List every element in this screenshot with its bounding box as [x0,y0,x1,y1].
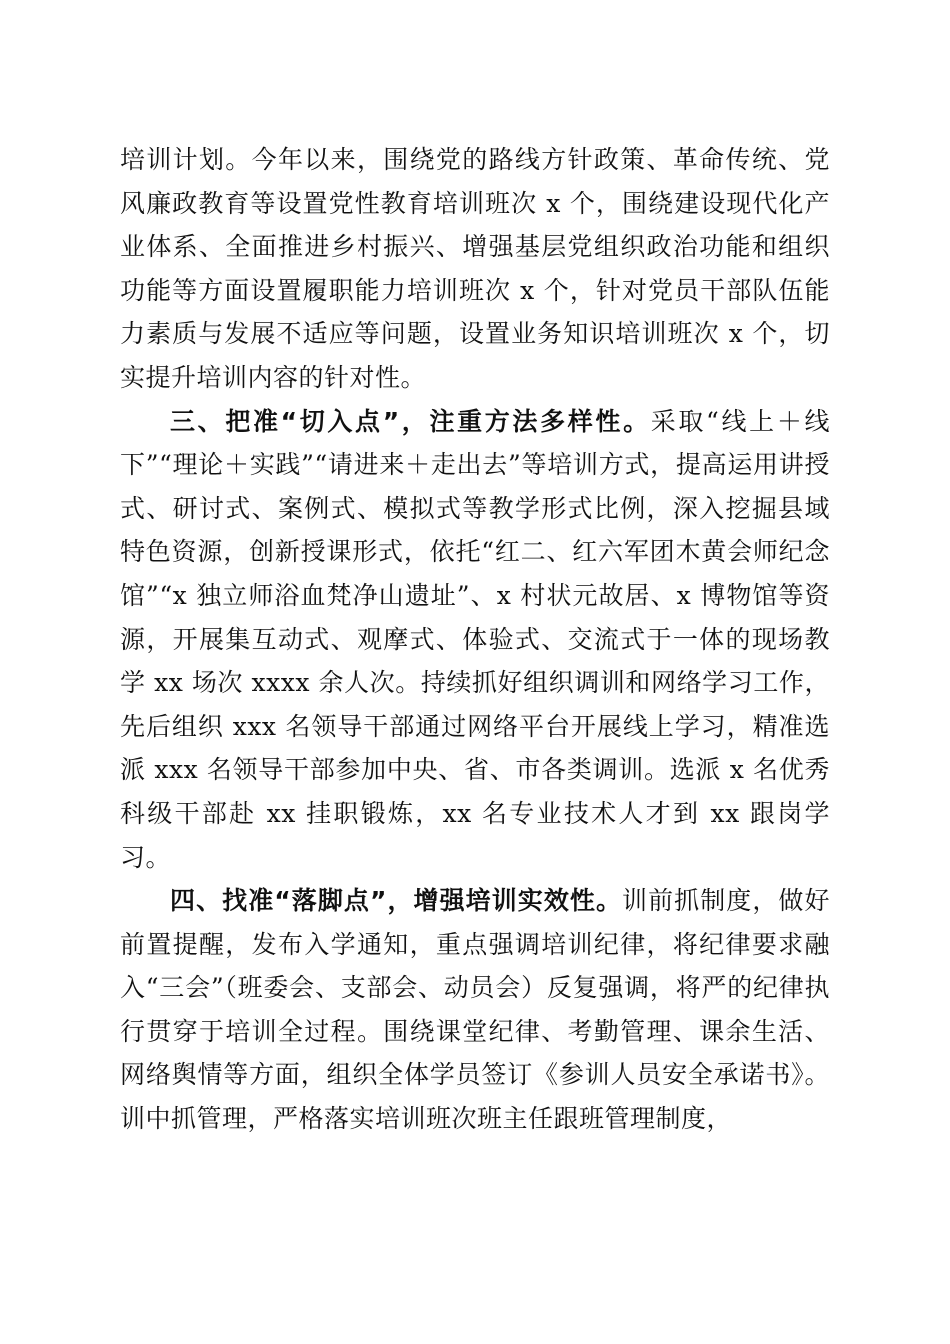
paragraph-training-plan [120,138,830,400]
paragraph-text: 培训计划。今年以来，围绕党的路线方针政策、革命传统、党风廉政教育等设置党性教育培训班次 x 个，围绕建设现代化产业体系、全面推进乡村振兴、增强基层党组织政治功能和组织功能等方面设置履职能力培训班次 x 个，针对党员干部队伍能力素质与发展不适应等问题，设置业务知识培训班次 x 个，切实提升培训内容的针对性。 [120,145,830,392]
paragraph-text: 采取“线上＋线下”“理论＋实践”“请进来＋走出去”等培训方式，提高运用讲授式、研讨式、案例式、模拟式等教学形式比例，深入挖掘县域特色资源，创新授课形式，依托“红二、红六军团木黄会师纪念馆”“x 独立师浴血梵净山遗址”、x 村状元故居、x 博物馆等资源，开展集互动式、观摩式、体验式、交流式于一体的现场教学 xx 场次 xxxx 余人次。持续抓好组织调训和网络学习工作，先后组织 xxx 名领导干部通过网络平台开展线上学习，精准选派 xxx 名领导干部参加中央、省、市各类调训。选派 x 名优秀科级干部赴 xx 挂职锻炼，xx 名专业技术人才到 xx 跟岗学习。 [120,406,830,872]
paragraph-section-three [120,400,830,880]
paragraph-text: 训前抓制度，做好前置提醒，发布入学通知，重点强调培训纪律，将纪律要求融入“三会”（班委会、支部会、动员会）反复强调，将严的纪律执行贯穿于培训全过程。围绕课堂纪律、考勤管理、课余生活、网络舆情等方面，组织全体学员签订《参训人员安全承诺书》。训中抓管理，严格落实培训班次班主任跟班管理制度， [120,886,830,1134]
paragraph-section-four [120,879,830,1141]
section-three-heading: 三、把准“切入点”，注重方法多样性。 [170,406,651,436]
section-four-heading: 四、找准“落脚点”，增强培训实效性。 [170,886,623,916]
document-body [120,138,830,1141]
